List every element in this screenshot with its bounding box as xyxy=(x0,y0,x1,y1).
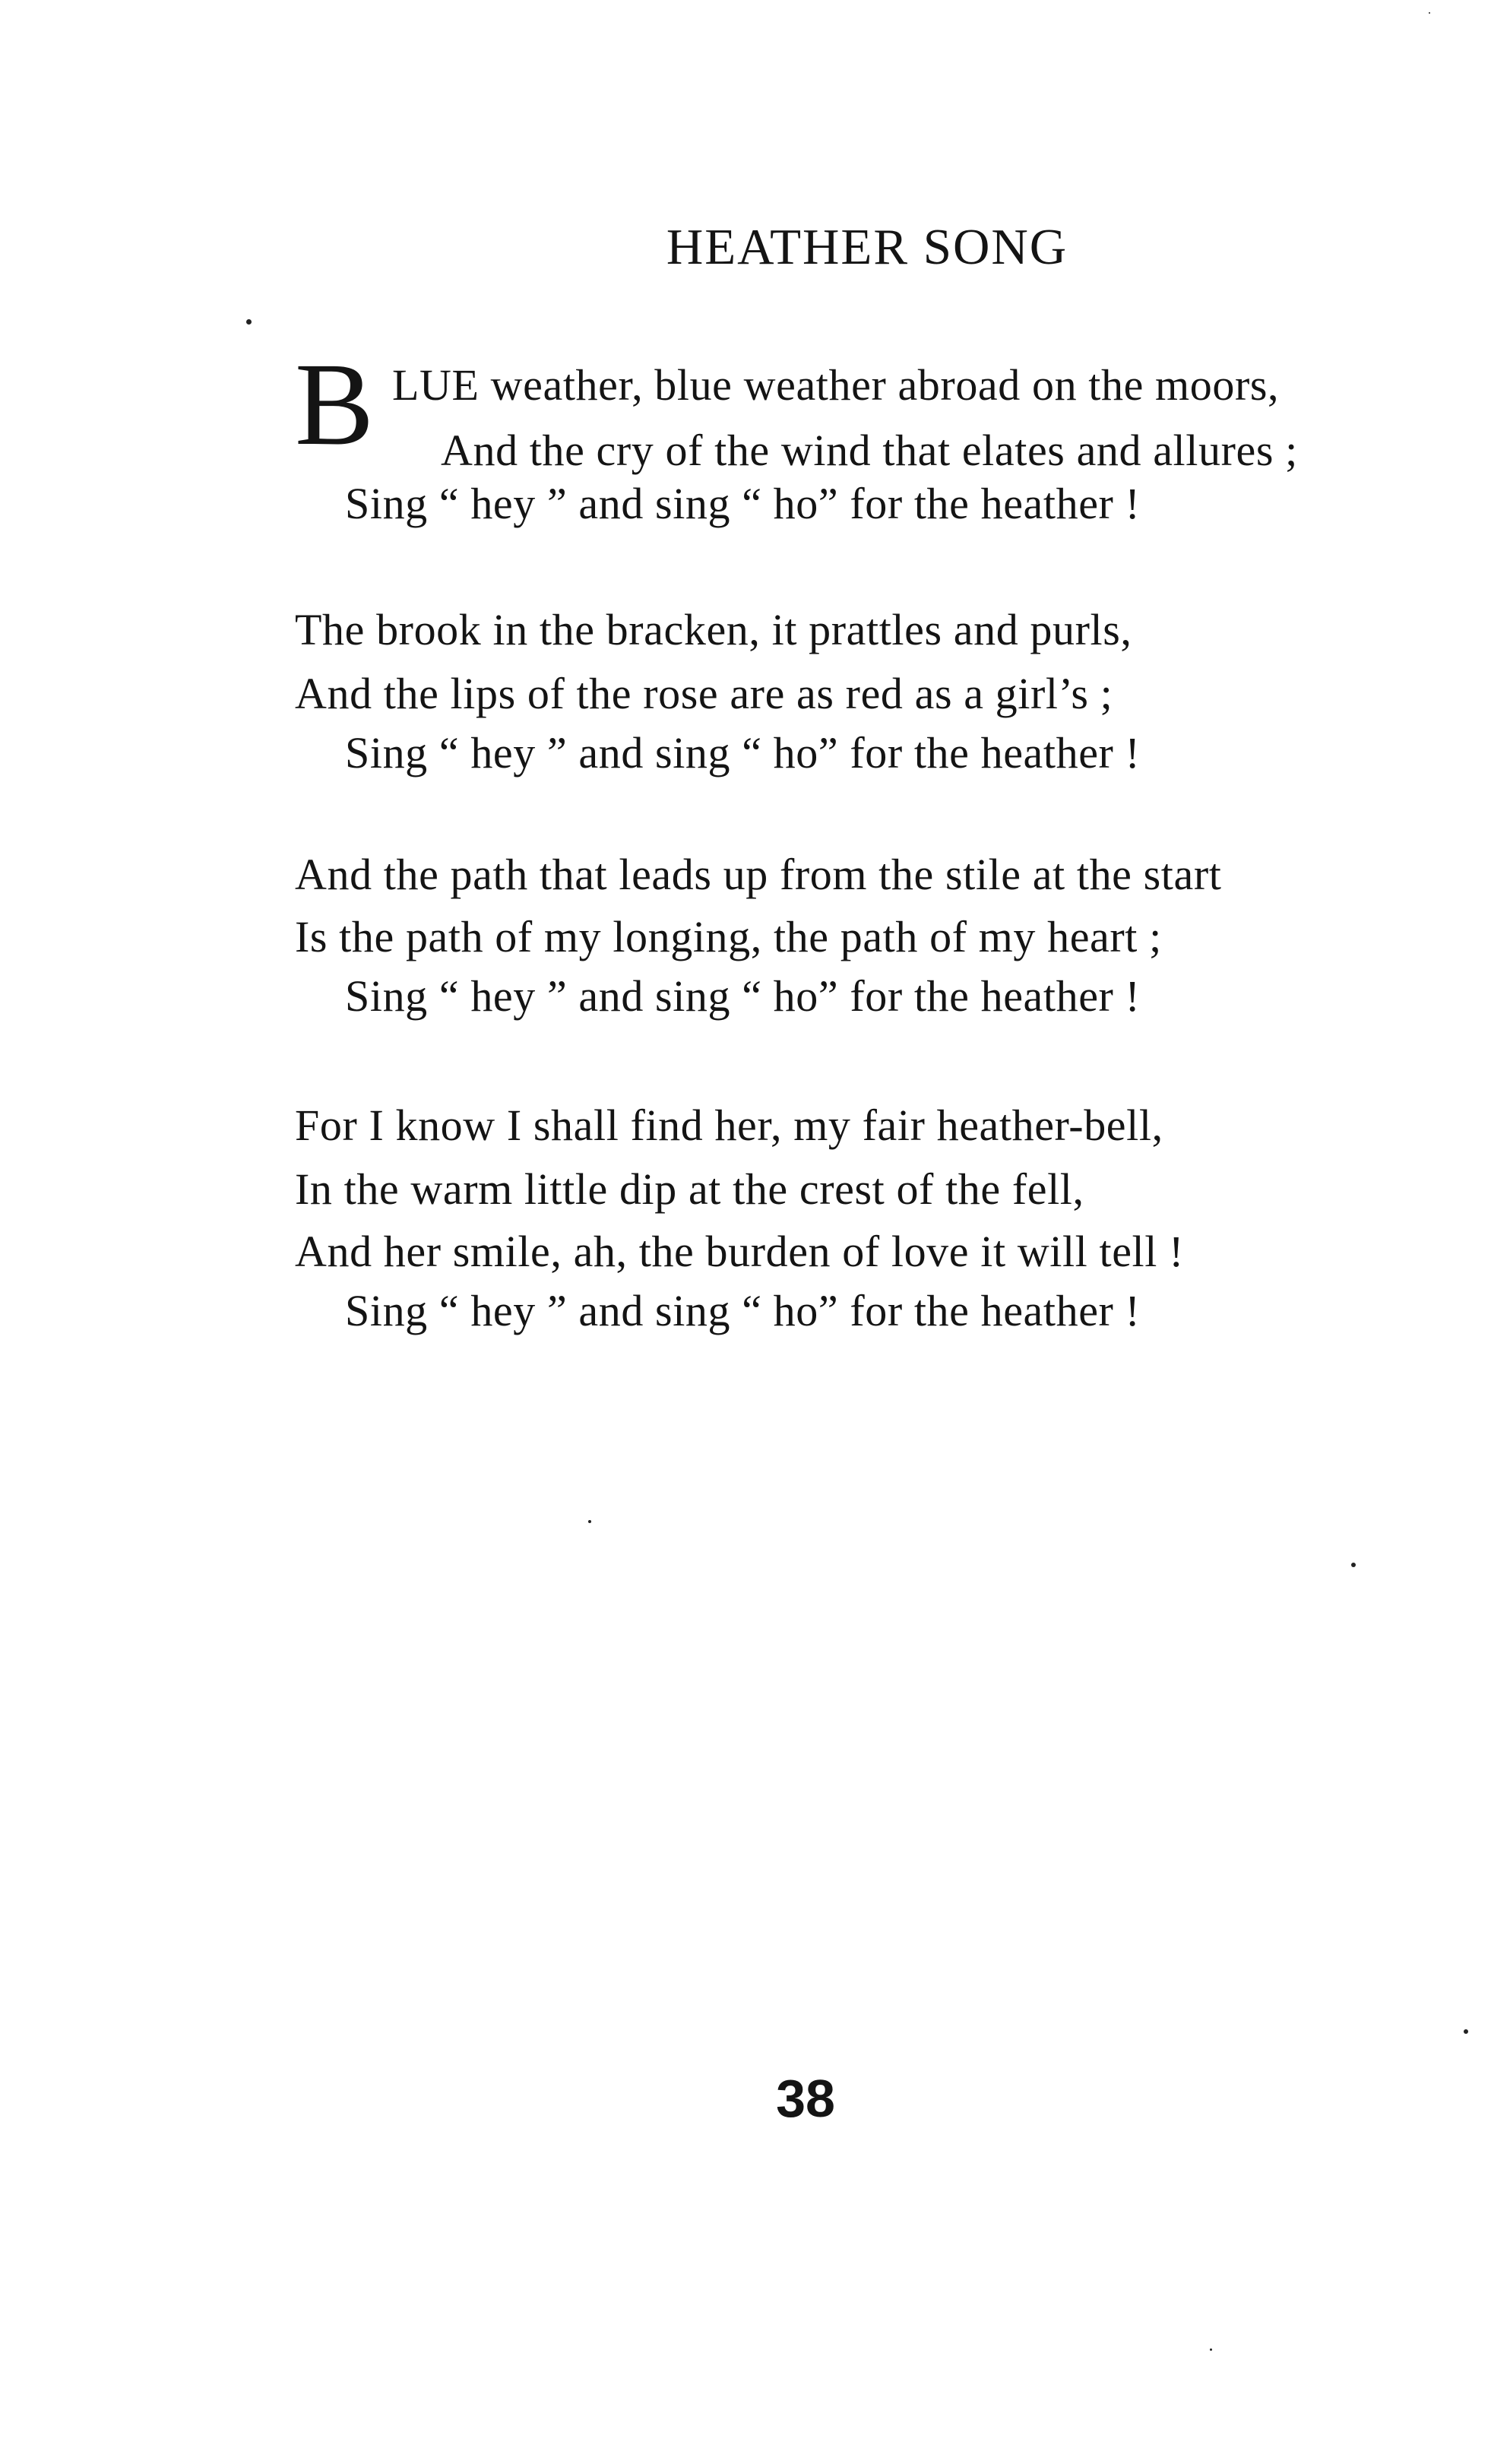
scan-speck xyxy=(246,319,252,325)
poem-line: In the warm little dip at the crest of the fell, xyxy=(295,1164,1084,1214)
refrain-line: Sing “ hey ” and sing “ ho” for the heather ! xyxy=(345,1286,1141,1335)
scan-speck xyxy=(588,1520,591,1523)
refrain-line: Sing “ hey ” and sing “ ho” for the heather ! xyxy=(345,479,1141,528)
scan-speck xyxy=(1429,12,1430,14)
scan-speck xyxy=(1464,2029,1468,2034)
drop-cap: B xyxy=(295,338,375,470)
poem-line: The brook in the bracken, it prattles and purls, xyxy=(295,605,1132,654)
scan-speck xyxy=(1351,1563,1356,1567)
refrain-line: Sing “ hey ” and sing “ ho” for the heather ! xyxy=(345,971,1141,1021)
poem-line: LUE weather, blue weather abroad on the moors, xyxy=(392,360,1280,410)
page-number: 38 xyxy=(776,2069,835,2128)
poem-line: And the cry of the wind that elates and allures ; xyxy=(441,426,1298,475)
poem-line: For I know I shall find her, my fair heather-bell, xyxy=(295,1101,1163,1150)
poem-line: And the lips of the rose are as red as a girl’s ; xyxy=(295,669,1113,718)
scan-speck xyxy=(1210,2348,1212,2351)
poem-title: HEATHER SONG xyxy=(666,219,1068,275)
poem-line: And the path that leads up from the stile at the start xyxy=(295,850,1222,899)
poem-line: Is the path of my longing, the path of my heart ; xyxy=(295,912,1162,961)
poem-line: And her smile, ah, the burden of love it will tell ! xyxy=(295,1227,1184,1276)
refrain-line: Sing “ hey ” and sing “ ho” for the heather ! xyxy=(345,728,1141,778)
